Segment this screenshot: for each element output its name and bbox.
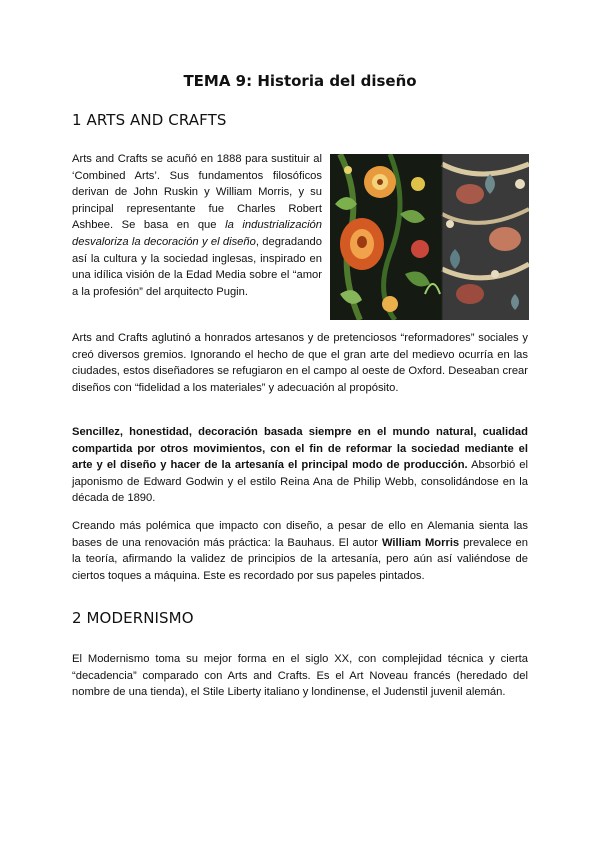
paragraph-intro: Arts and Crafts se acuñó en 1888 para sustituir al ‘Combined Arts’. Sus fundamentos filosóficos derivan de John Ruskin y William Morris, y su principal representante fue Charles Robert Ashbee. Se basa en que la industrialización desvaloriza la decoración y el diseño, degradando así la cultura y la sociedad inglesas, inspirado en una idílica visión de la Edad Media sobre el “amor a la profesión” del arquitecto Pugin. xyxy=(72,153,322,298)
paragraph-sencillez: Sencillez, honestidad, decoración basada siempre en el mundo natural, cualidad compartida por otros movimientos, con el fin de reformar la sociedad mediante el arte y el diseño y hacer de la artesanía el principal modo de producción. Absorbió el japonismo de Edward Godwin y el estilo Reina Ana de Philip Webb, consolidándose en la década de 1890. xyxy=(72,426,528,505)
page-title: TEMA 9: Historia del diseño xyxy=(183,72,417,90)
arts-and-crafts-pattern-image xyxy=(330,154,529,320)
paragraph-modernismo: El Modernismo toma su mejor forma en el siglo XX, con complejidad técnica y cierta “decadencia” comparado con Arts and Crafts. Es el Art Noveau francés (heredado del nombre de una tienda), el Stile Liberty italiano y londinense, el Judenstil juvenil alemán. xyxy=(72,653,528,699)
section-heading-modernismo: 2 MODERNISMO xyxy=(72,609,194,627)
section-heading-arts-and-crafts: 1 ARTS AND CRAFTS xyxy=(72,111,227,129)
paragraph-bauhaus: Creando más polémica que impacto con diseño, a pesar de ello en Alemania sienta las bases de una renovación más práctica: la Bauhaus. El autor William Morris prevalece en la teoría, afirmando la validez de principios de la artesanía, pero aún así valiéndose de ciertos toques a máquina. Este es recordado por sus papeles pintados. xyxy=(72,520,528,582)
paragraph-artesanos: Arts and Crafts aglutinó a honrados artesanos y de pretenciosos “reformadores” sociales y creó diversos gremios. Ignorando el hecho de que el gran arte del medievo ocurría en las ciudades, estos diseñadores se refugiaron en el campo al oeste de Oxford. Deseaban crear diseños con “fidelidad a los materiales” y adecuación al propósito. xyxy=(72,332,528,394)
